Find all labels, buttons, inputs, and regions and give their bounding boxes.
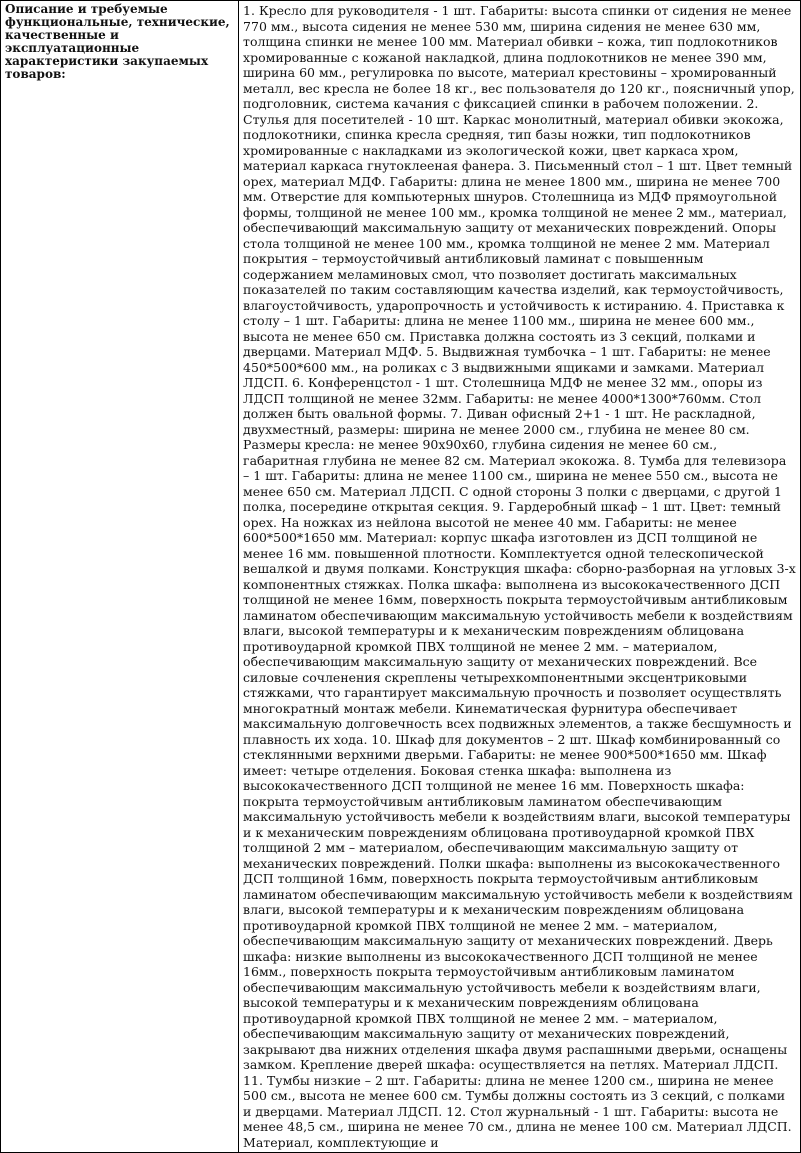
table-row (1, 1, 801, 1153)
value-cell (239, 1, 801, 1153)
row-label: Описание и требуемые функциональные, технические, качественные и эксплуатационные характеристики закупаемых товаров: (5, 2, 230, 81)
goods-description: 1. Кресло для руководителя - 1 шт. Габариты: высота спинки от сидения не менее 770 мм., высота сидения не менее 530 мм, ширина сидения не менее 630 мм, толщина спинки не менее 100 мм. Материал обивки – кожа, тип подлокотников хромированные с кожаной накладкой, длина подлокотников не менее 390 мм, ширина 60 мм., регулировка по высоте, материал крестовины – хромированный металл, вес кресла не более 18 кг., вес пользователя до 120 кг., поясничный упор, подголовник, система качания с фиксацией спинки в рабочем положении. 2. Стулья для посетителей - 10 шт. Каркас монолитный, материал обивки экокожа, подлокотники, спинка кресла средняя, тип базы ножки, тип подлокотников хромированные с накладками из экологической кожи, цвет каркаса хром, материал каркаса гнутоклееная фанера. 3. Письменный стол – 1 шт. Цвет темный орех, материал МДФ. Габариты: длина не менее 1800 мм., ширина не менее 700 мм. Отверстие для компьютерных шнуров. Столешница из МДФ прямоугольной формы, толщиной не менее 100 мм., кромка толщиной не менее 2 мм., материал, обеспечивающий максимальную защиту от механических повреждений. Опоры стола толщиной не менее 100 мм., кромка толщиной не менее 2 мм. Материал покрытия – термоустойчивый антибликовый ламинат с повышенным содержанием меламиновых смол, что позволяет достигать максимальных показателей по таким составляющим качества изделий, как термоустойчивость, влагоустойчивость, ударопрочность и устойчивость к истиранию. 4. Приставка к столу – 1 шт. Габариты: длина не менее 1100 мм., ширина не менее 600 мм., высота не менее 650 см. Приставка должна состоять из 3 секций, полками и дверцами. Материал МДФ. 5. Выдвижная тумбочка – 1 шт. Габариты: не менее 450*500*600 мм., на роликах с 3 выдвижными ящиками и замками. Материал ЛДСП. 6. Конференцстол - 1 шт. Столешница МДФ не менее 32 мм., опоры из ЛДСП толщиной не менее 32мм. Габариты: не менее 4000*1300*760мм. Стол должен быть овальной формы. 7. Диван офисный 2+1 - 1 шт. Не раскладной, двухместный, размеры: ширина не менее 2000 см., глубина не менее 80 см. Размеры кресла: не менее 90х90х60, глубина сидения не менее 60 см., габаритная глубина не менее 82 см. Материал экокожа. 8. Тумба для телевизора – 1 шт. Габариты: длина не менее 1100 см., ширина не менее 550 см., высота не менее 650 см. Материал ЛДСП. С одной стороны 3 полки с дверцами, с другой 1 полка, посередине открытая секция. 9. Гардеробный шкаф – 1 шт. Цвет: темный орех. На ножках из нейлона высотой не менее 40 мм. Габариты: не менее 600*500*1650 мм. Материал: корпус шкафа изготовлен из ДСП толщиной не менее 16 мм. повышенной плотности. Комплектуется одной телескопической вешалкой и двумя полками. Конструкция шкафа: сборно-разборная на угловых 3-х компонентных стяжках. Полка шкафа: выполнена из высококачественного ДСП толщиной не менее 16мм, поверхность покрыта термоустойчивым антибликовым ламинатом обеспечивающим максимальную устойчивость мебели к воздействиям влаги, высокой температуры и к механическим повреждениям облицована противоударной кромкой ПВХ толщиной не менее 2 мм. – материалом, обеспечивающим максимальную защиту от механических повреждений. Все силовые сочленения скреплены четырехкомпонентными эксцентриковыми стяжками, что гарантирует максимальную прочность и позволяет осуществлять многократный монтаж мебели. Кинематическая фурнитура обеспечивает максимальную долговечность всех подвижных элементов, а также бесшумность и плавность их хода. 10. Шкаф для документов – 2 шт. Шкаф комбинированный со стеклянными верхними дверьми. Габариты: не менее 900*500*1650 мм. Шкаф имеет: четыре отделения. Боковая стенка шкафа: выполнена из высококачественного ДСП толщиной не менее 16 мм. Поверхность шкафа: покрыта термоустойчивым антибликовым ламинатом обеспечивающим максимальную устойчивость мебели к воздействиям влаги, высокой температуры и к механическим повреждениям облицована противоударной кромкой ПВХ толщиной 2 мм – материалом, обеспечивающим максимальную защиту от механических повреждений. Полки шкафа: выполнены из высококачественного ДСП толщиной 16мм, поверхность покрыта термоустойчивым антибликовым ламинатом обеспечивающим максимальную устойчивость мебели к воздействиям влаги, высокой температуры и к механическим повреждениям облицована противоударной кромкой ПВХ толщиной не менее 2 мм. – материалом, обеспечивающим максимальную защиту от механических повреждений. Дверь шкафа: низкие выполнены из высококачественного ДСП толщиной не менее 16мм., поверхность покрыта термоустойчивым антибликовым ламинатом обеспечивающим максимальную устойчивость мебели к воздействиям влаги, высокой температуры и к механическим повреждениям облицована противоударной кромкой ПВХ толщиной не менее 2 мм. – материалом, обеспечивающим максимальную защиту от механических повреждений, закрывают два нижних отделения шкафа двумя распашными дверьми, оснащены замком. Крепление дверей шкафа: осуществляется на петлях. Материал ЛДСП. 11. Тумбы низкие – 2 шт. Габариты: длина не менее 1200 см., ширина не менее 500 см., высота не менее 600 см. Тумбы должны состоять из 3 секций, с полками и дверцами. Материал ЛДСП. 12. Стол журнальный - 1 шт. Габариты: высота не менее 48,5 см., ширина не менее 70 см., длина не менее 100 см. Материал ЛДСП. Материал, комплектующие и (243, 3, 796, 1150)
label-cell (1, 1, 239, 1153)
